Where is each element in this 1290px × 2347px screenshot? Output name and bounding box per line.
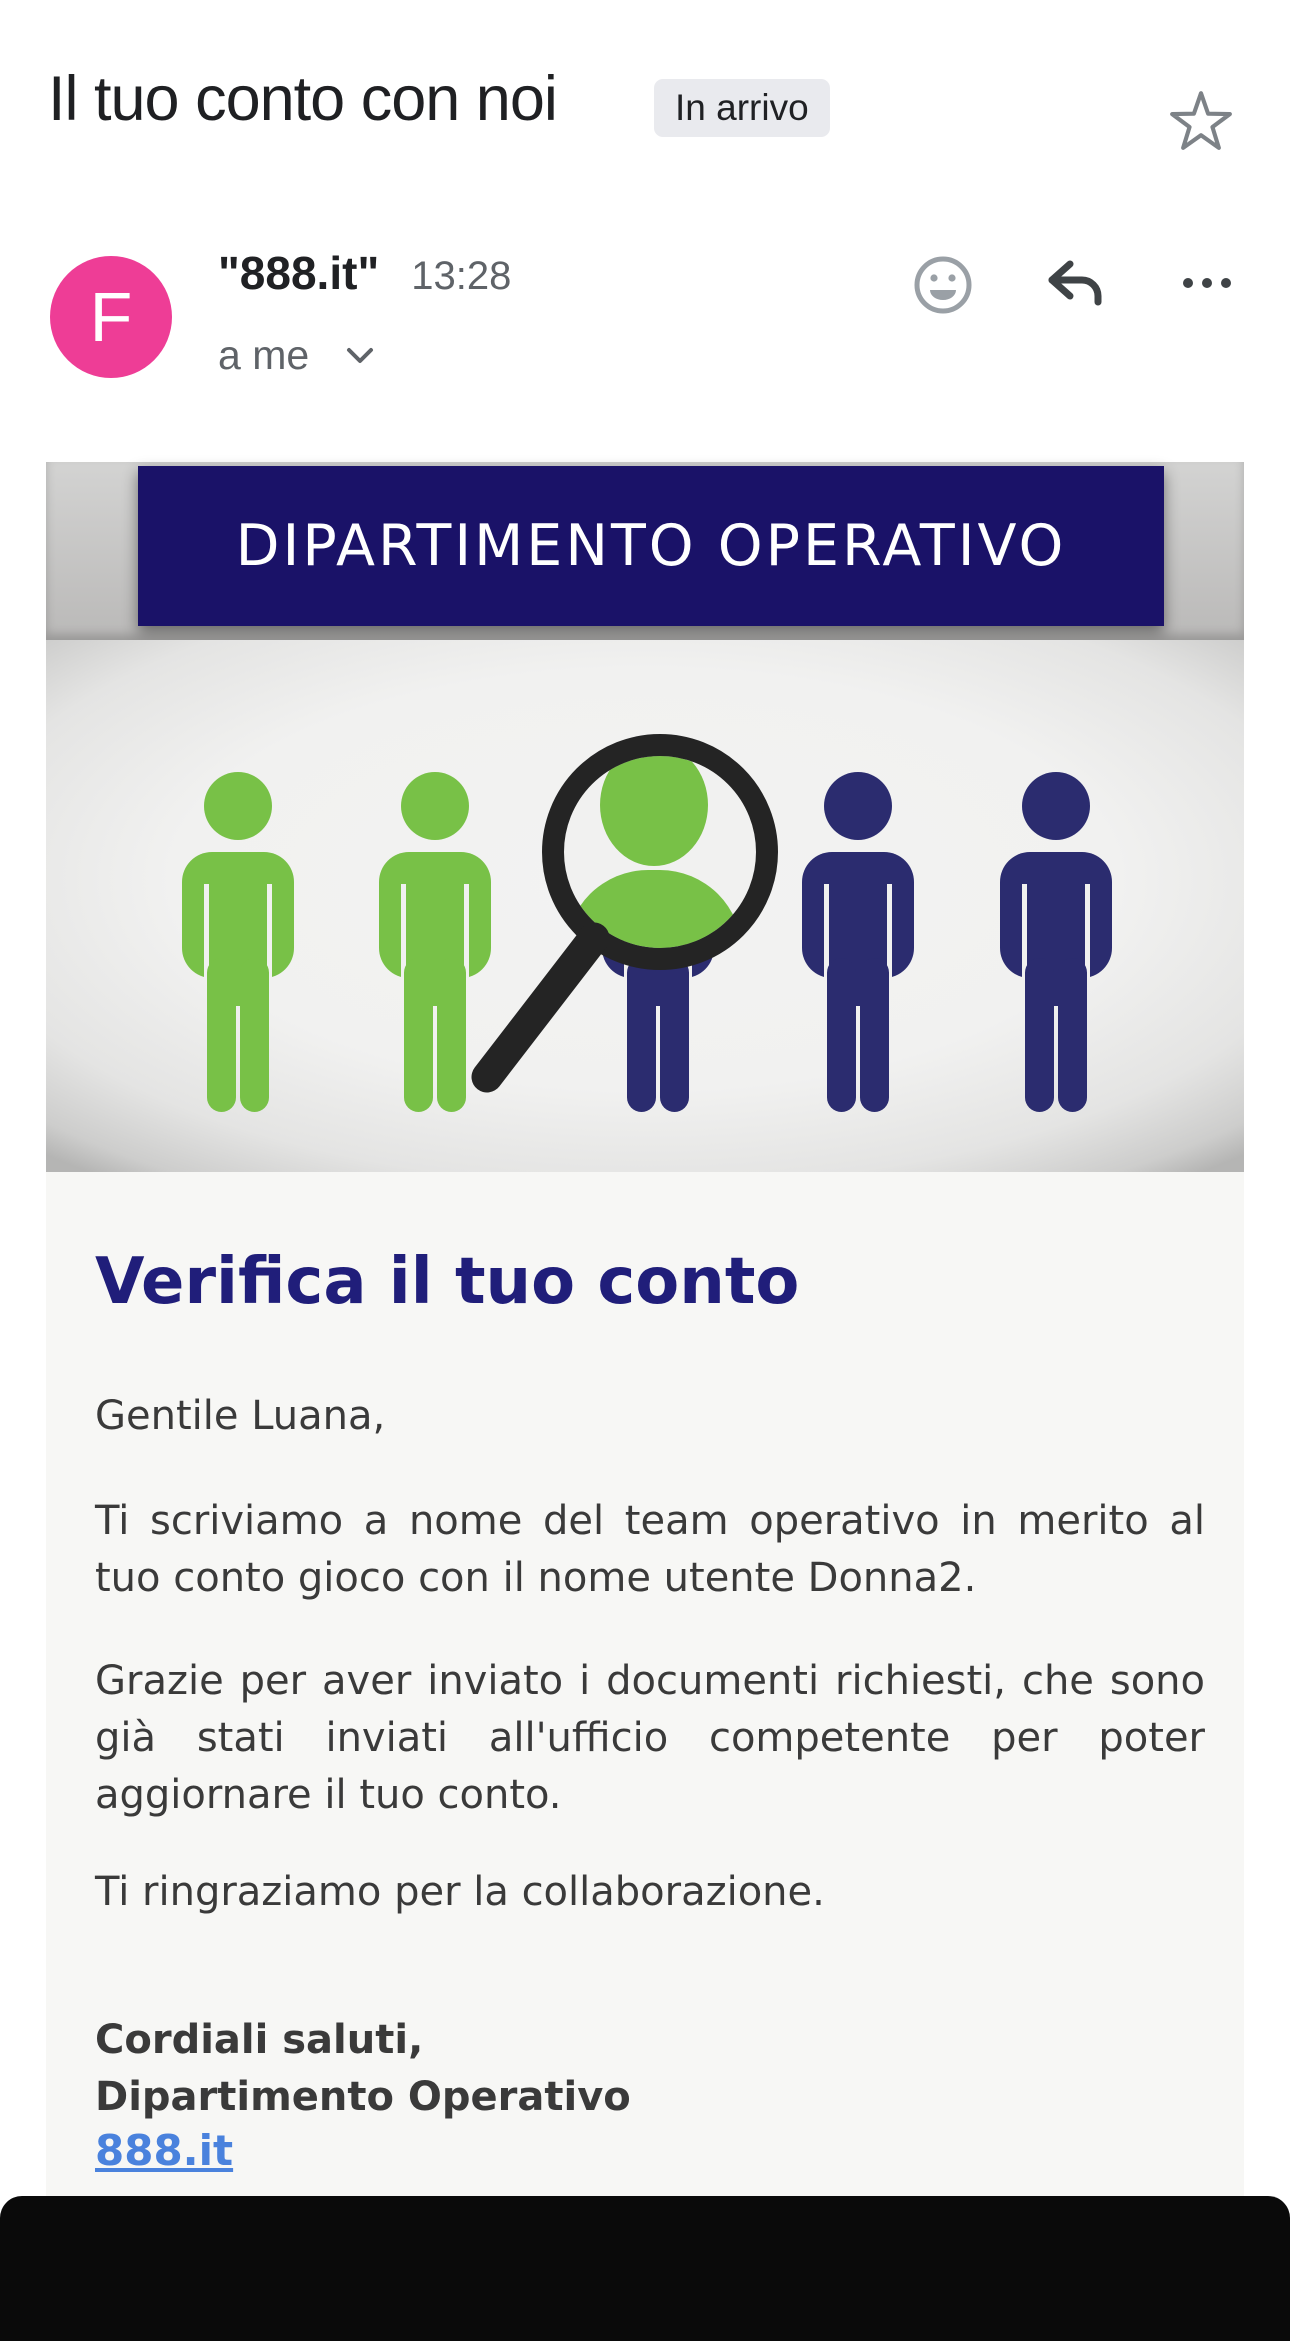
signoff-line-2: Dipartimento Operativo — [95, 2074, 631, 2120]
paragraph-2-line-2: già stati inviati all'ufficio competente per poter — [95, 1715, 1205, 1761]
department-banner — [138, 466, 1164, 626]
banner-title: DIPARTIMENTO OPERATIVO — [235, 513, 1067, 579]
bottom-black-bar — [0, 2196, 1290, 2341]
message-time: 13:28 — [411, 254, 512, 298]
more-options-icon[interactable] — [1174, 252, 1240, 318]
reply-icon[interactable] — [1042, 250, 1108, 316]
inbox-label-badge[interactable]: In arrivo — [654, 79, 830, 137]
paragraph-2-line-3: aggiornare il tuo conto. — [95, 1772, 562, 1818]
email-body — [46, 462, 1244, 2196]
sender-row — [218, 246, 511, 300]
sender-avatar[interactable] — [50, 256, 172, 378]
avatar-initial: F — [89, 278, 133, 356]
more-dots-glyph — [1174, 252, 1240, 318]
paragraph-1-line-1: Ti scriviamo a nome del team operativo in merito al — [95, 1498, 1205, 1544]
people-search-illustration — [46, 640, 1244, 1172]
paragraph-3: Ti ringraziamo per la collaborazione. — [95, 1869, 825, 1915]
star-outline-glyph — [1168, 86, 1234, 152]
recipient-label: a me — [218, 332, 310, 378]
emoji-reaction-icon[interactable] — [910, 252, 976, 318]
signoff-line-1: Cordiali saluti, — [95, 2017, 424, 2063]
signoff-block — [95, 2012, 1205, 2126]
paragraph-1 — [95, 1493, 1205, 1607]
chevron-down-icon[interactable] — [345, 346, 375, 366]
paragraph-1-line-2: tuo conto gioco con il nome utente Donna2. — [95, 1555, 977, 1601]
emoji-glyph — [910, 252, 976, 318]
sender-website-link[interactable]: 888.it — [95, 2126, 234, 2175]
email-subject-title: Il tuo conto con noi — [48, 64, 557, 134]
email-heading: Verifica il tuo conto — [95, 1245, 800, 1319]
recipient-row[interactable] — [218, 332, 375, 379]
paragraph-2 — [95, 1653, 1205, 1824]
reply-glyph — [1042, 250, 1108, 316]
sender-name: "888.it" — [218, 247, 380, 299]
greeting-text: Gentile Luana, — [95, 1393, 386, 1439]
bottom-home-strip — [0, 2341, 1290, 2347]
star-icon[interactable] — [1168, 86, 1234, 152]
paragraph-2-line-1: Grazie per aver inviato i documenti richiesti, che sono — [95, 1658, 1205, 1704]
